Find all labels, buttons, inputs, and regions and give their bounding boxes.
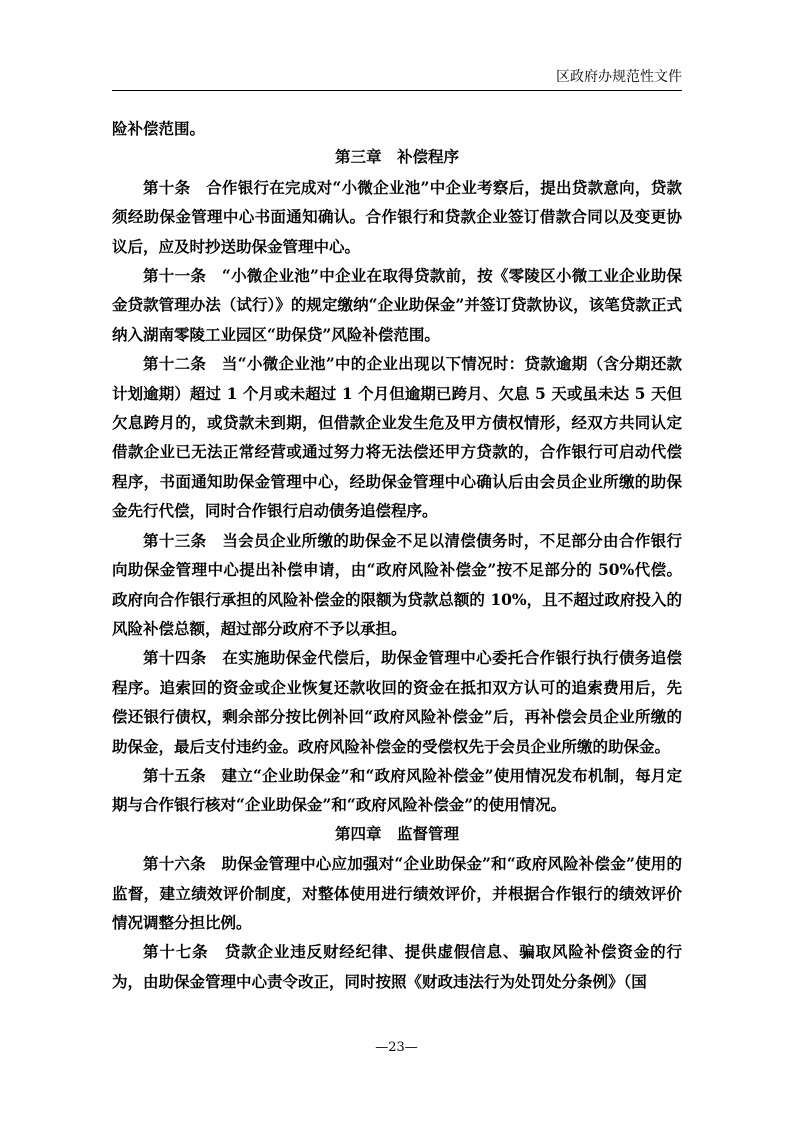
article-14: 第十四条 在实施助保金代偿后，助保金管理中心委托合作银行执行债务追偿程序。追索回的资金或企业恢复还款收回的资金在抵扣双方认可的追索费用后，先偿还银行债权，剩余部分按比例补回“政府风险补偿金”后，再补偿会员企业所缴的助保金，最后支付违约金。政府风险补偿金的受偿权先于会员企业所缴的助保金。 <box>112 648 682 756</box>
page-header <box>112 68 682 91</box>
chapter-heading: 第四章 监督管理 <box>334 824 459 843</box>
paragraph-continuation: 险补偿范围。 <box>112 119 206 138</box>
article-10: 第十条 合作银行在完成对“小微企业池”中企业考察后，提出贷款意向，贷款须经助保金管理中心书面通知确认。合作银行和贷款企业签订借款合同以及变更协议后，应及时抄送助保金管理中心。 <box>112 177 682 256</box>
article-12: 第十二条 当“小微企业池”中的企业出现以下情况时：贷款逾期（含分期还款计划逾期）超过 1 个月或未超过 1 个月但逾期已跨月、欠息 5 天或虽未达 5 天但欠息跨月的，或贷款未到期，但借款企业发生危及甲方债权情形，经双方共同认定借款企业已无法正常经营或通过努力将无法偿还甲方贷款的，合作银行可启动代偿程序，书面通知助保金管理中心，经助保金管理中心确认后由会员企业所缴的助保金先行代偿，同时合作银行启动债务追偿程序。 <box>112 354 682 521</box>
document-body <box>112 114 682 996</box>
article-13: 第十三条 当会员企业所缴的助保金不足以清偿债务时，不足部分由合作银行向助保金管理中心提出补偿申请，由“政府风险补偿金”按不足部分的 50%代偿。政府向合作银行承担的风险补偿金的限额为贷款总额的 10%，且不超过政府投入的风险补偿总额，超过部分政府不予以承担。 <box>112 530 682 638</box>
page-number: —23— <box>375 1040 418 1055</box>
header-title: 区政府办规范性文件 <box>556 69 682 85</box>
article-15: 第十五条 建立“企业助保金”和“政府风险补偿金”使用情况发布机制，每月定期与合作银行核对“企业助保金”和“政府风险补偿金”的使用情况。 <box>112 765 682 815</box>
chapter-heading: 第三章 补偿程序 <box>334 148 459 167</box>
article-16: 第十六条 助保金管理中心应加强对“企业助保金”和“政府风险补偿金”使用的监督，建立绩效评价制度，对整体使用进行绩效评价，并根据合作银行的绩效评价情况调整分担比例。 <box>112 854 682 932</box>
article-11: 第十一条 “小微企业池”中企业在取得贷款前，按《零陵区小微工业企业助保金贷款管理办法（试行）》的规定缴纳“企业助保金”并签订贷款协议，该笔贷款正式纳入湖南零陵工业园区“助保贷”风险补偿范围。 <box>112 266 682 344</box>
article-17: 第十七条 贷款企业违反财经纪律、提供虚假信息、骗取风险补偿资金的行为，由助保金管理中心责令改正，同时按照《财政违法行为处罚处分条例》（国 <box>112 942 682 991</box>
